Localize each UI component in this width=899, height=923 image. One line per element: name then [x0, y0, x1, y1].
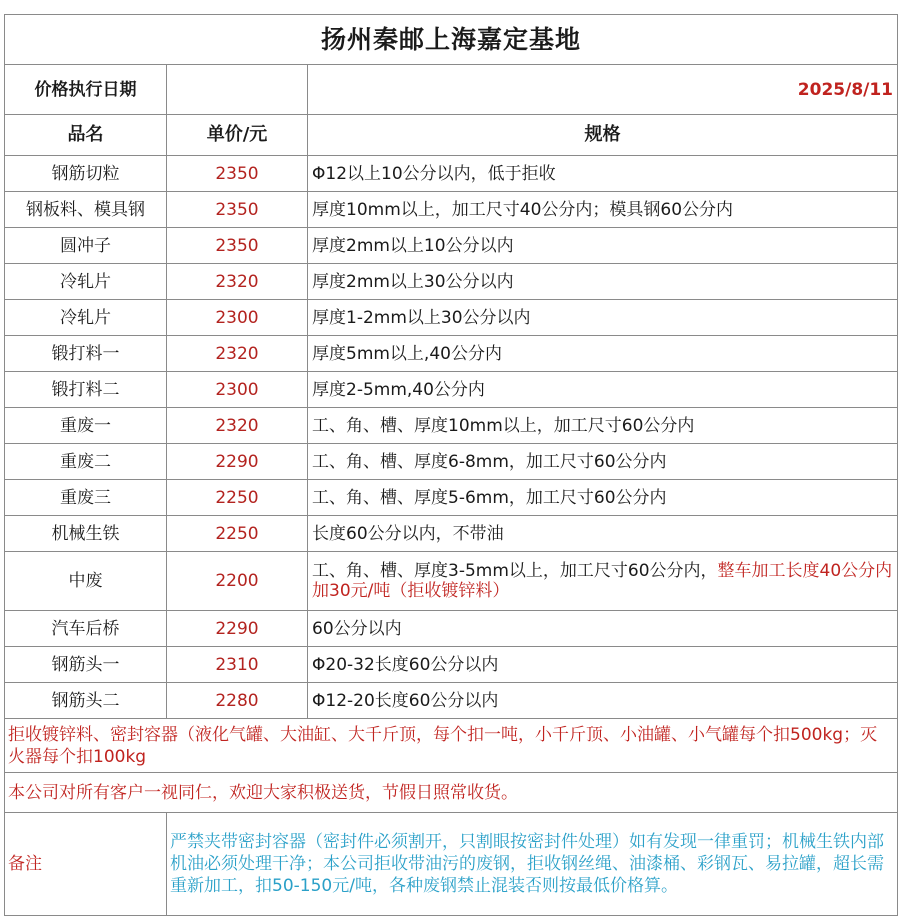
item-spec-text: Φ12-20长度60公分以内 — [312, 690, 499, 711]
item-spec-text: 工、角、槽、厚度10mm以上，加工尺寸60公分内 — [312, 415, 695, 436]
item-name: 机械生铁 — [5, 516, 167, 552]
item-spec-text: 厚度10mm以上，加工尺寸40公分内；模具钢60公分内 — [312, 199, 734, 220]
header-name: 品名 — [5, 115, 167, 156]
item-price: 2320 — [167, 336, 308, 372]
item-price: 2200 — [167, 552, 308, 611]
table-row — [5, 516, 898, 552]
item-name: 锻打料一 — [5, 336, 167, 372]
policy-note: 本公司对所有客户一视同仁，欢迎大家积极送货，节假日照常收货。 — [5, 773, 898, 813]
reject-note: 拒收镀锌料、密封容器（液化气罐、大油缸、大千斤顶，每个扣一吨，小千斤顶、小油罐、小气罐每个扣500kg；灭火器每个扣100kg — [5, 719, 898, 773]
item-price: 2320 — [167, 264, 308, 300]
item-spec — [308, 300, 898, 336]
item-name: 冷轧片 — [5, 300, 167, 336]
table-row — [5, 300, 898, 336]
remark-row — [5, 813, 898, 916]
item-price: 2310 — [167, 647, 308, 683]
item-spec-text: Φ12以上10公分以内，低于拒收 — [312, 163, 556, 184]
item-price: 2350 — [167, 192, 308, 228]
item-price: 2250 — [167, 516, 308, 552]
item-price: 2350 — [167, 228, 308, 264]
item-name: 中废 — [5, 552, 167, 611]
item-spec-text: 厚度5mm以上,40公分内 — [312, 343, 502, 364]
price-sheet — [4, 14, 897, 916]
table-row — [5, 683, 898, 719]
table-row — [5, 336, 898, 372]
item-price: 2350 — [167, 156, 308, 192]
table-row — [5, 552, 898, 611]
item-price: 2300 — [167, 372, 308, 408]
item-name: 钢筋头一 — [5, 647, 167, 683]
item-spec — [308, 480, 898, 516]
item-spec-text: 工、角、槽、厚度3-5mm以上，加工尺寸60公分内， — [312, 561, 718, 581]
item-price: 2320 — [167, 408, 308, 444]
item-spec — [308, 683, 898, 719]
item-spec — [308, 192, 898, 228]
item-price: 2290 — [167, 444, 308, 480]
item-spec-text: 60公分以内 — [312, 618, 402, 639]
item-name: 汽车后桥 — [5, 611, 167, 647]
table-row — [5, 444, 898, 480]
item-spec — [308, 336, 898, 372]
item-spec-text: 厚度2-5mm,40公分内 — [312, 379, 485, 400]
table-row — [5, 228, 898, 264]
table-row — [5, 192, 898, 228]
item-spec-text: 厚度1-2mm以上30公分以内 — [312, 307, 531, 328]
table-row — [5, 611, 898, 647]
item-spec-highlight: 整车加工长度40公分内加30元/吨（拒收镀锌料） — [312, 561, 893, 601]
date-blank-cell — [167, 65, 308, 115]
item-spec-text: 长度60公分以内，不带油 — [312, 523, 504, 544]
price-table — [4, 14, 898, 916]
remark-text: 严禁夹带密封容器（密封件必须割开，只割眼按密封件处理）如有发现一律重罚；机械生铁内部机油必须处理干净；本公司拒收带油污的废钢，拒收钢丝绳、油漆桶、彩钢瓦、易拉罐，超长需重新加工，扣50-150元/吨，各种废钢禁止混装否则按最低价格算。 — [167, 813, 898, 916]
table-row — [5, 264, 898, 300]
item-spec-text: 工、角、槽、厚度6-8mm，加工尺寸60公分内 — [312, 451, 667, 472]
item-spec — [308, 444, 898, 480]
item-spec — [308, 228, 898, 264]
item-name: 重废三 — [5, 480, 167, 516]
item-price: 2300 — [167, 300, 308, 336]
item-spec — [308, 408, 898, 444]
title-row — [5, 15, 898, 65]
header-spec: 规格 — [308, 115, 898, 156]
policy-note-row — [5, 773, 898, 813]
item-name: 钢筋头二 — [5, 683, 167, 719]
date-row — [5, 65, 898, 115]
item-spec — [308, 156, 898, 192]
item-spec — [308, 264, 898, 300]
item-spec-text: 厚度2mm以上10公分以内 — [312, 235, 514, 256]
item-spec — [308, 516, 898, 552]
item-name: 冷轧片 — [5, 264, 167, 300]
item-price: 2280 — [167, 683, 308, 719]
item-price: 2250 — [167, 480, 308, 516]
item-spec — [308, 372, 898, 408]
header-row — [5, 115, 898, 156]
header-price: 单价/元 — [167, 115, 308, 156]
item-spec-text: 厚度2mm以上30公分以内 — [312, 271, 514, 292]
item-spec — [308, 611, 898, 647]
item-price: 2290 — [167, 611, 308, 647]
item-spec — [308, 647, 898, 683]
sheet-title: 扬州秦邮上海嘉定基地 — [5, 15, 898, 65]
item-name: 钢筋切粒 — [5, 156, 167, 192]
item-name: 圆冲子 — [5, 228, 167, 264]
item-spec — [308, 552, 898, 611]
item-spec-text: Φ20-32长度60公分以内 — [312, 654, 499, 675]
item-spec-text: 工、角、槽、厚度5-6mm，加工尺寸60公分内 — [312, 487, 667, 508]
remark-label: 备注 — [5, 813, 167, 916]
table-row — [5, 156, 898, 192]
item-name: 重废二 — [5, 444, 167, 480]
item-name: 重废一 — [5, 408, 167, 444]
table-row — [5, 408, 898, 444]
date-label: 价格执行日期 — [5, 65, 167, 115]
item-name: 锻打料二 — [5, 372, 167, 408]
table-row — [5, 647, 898, 683]
reject-note-row — [5, 719, 898, 773]
table-row — [5, 372, 898, 408]
date-value: 2025/8/11 — [308, 65, 898, 115]
table-row — [5, 480, 898, 516]
item-name: 钢板料、模具钢 — [5, 192, 167, 228]
